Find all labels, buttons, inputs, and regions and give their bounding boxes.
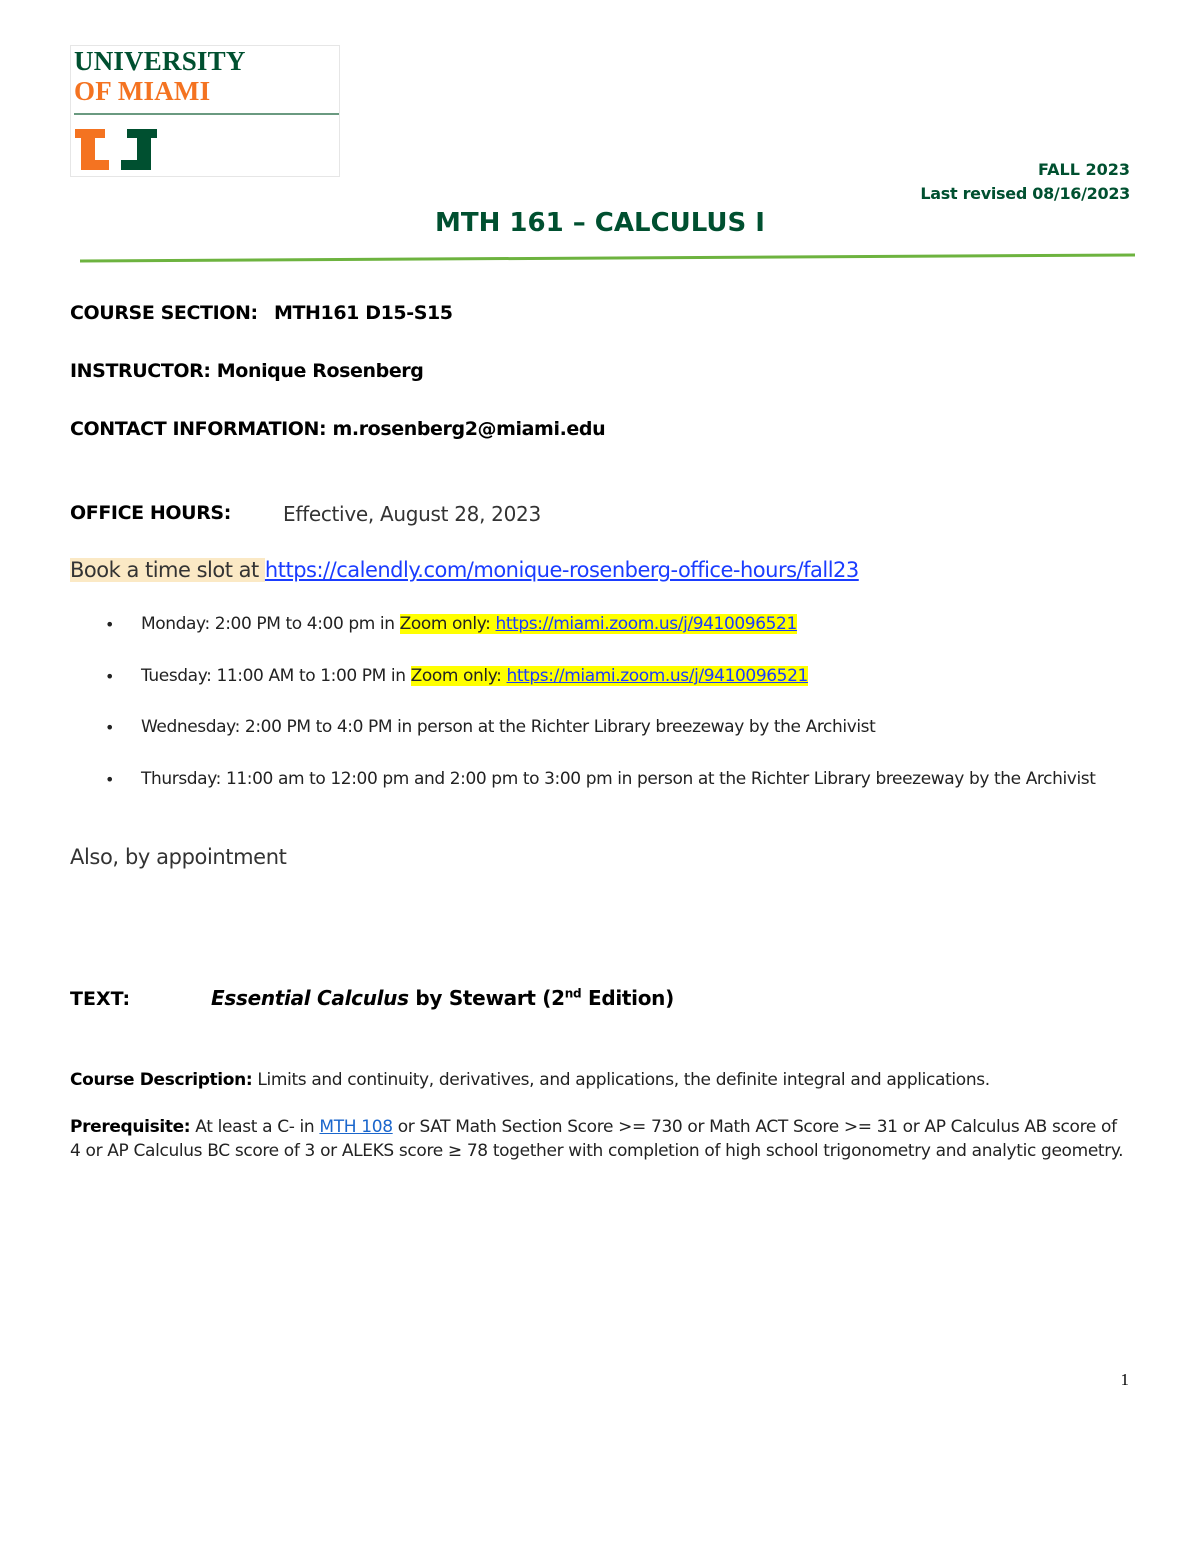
term-label: FALL 2023 <box>1038 160 1130 179</box>
course-description <box>70 1068 1130 1092</box>
bullet-icon: • <box>105 615 115 634</box>
textbook <box>211 986 674 1010</box>
page-title: MTH 161 – CALCULUS I <box>435 208 765 238</box>
bullet-icon: • <box>105 718 115 737</box>
instructor-value: Monique Rosenberg <box>216 360 424 382</box>
textbook-title: Essential Calculus <box>211 986 409 1010</box>
logo-line-university: UNIVERSITY <box>74 46 246 76</box>
zoom-only-label: Zoom only: <box>399 614 496 634</box>
textbook-author: by Stewart (2 <box>408 986 565 1010</box>
office-hours-effective: Effective, August 28, 2023 <box>283 502 541 526</box>
page-number: 1 <box>1120 1370 1129 1389</box>
zoom-link[interactable]: https://miami.zoom.us/j/9410096521 <box>506 666 808 686</box>
office-hour-text: Wednesday: 2:00 PM to 4:0 PM in person at the Richter Library breezeway by the Archivist <box>141 717 876 737</box>
zoom-link[interactable]: https://miami.zoom.us/j/9410096521 <box>495 614 797 634</box>
logo-line-of-miami: OF MIAMI <box>74 76 211 106</box>
course-section-value: MTH161 D15-S15 <box>273 302 453 324</box>
course-section-label: COURSE SECTION: <box>70 302 258 324</box>
office-hour-text: Monday: 2:00 PM to 4:00 pm in <box>141 614 400 634</box>
appointment-note: Also, by appointment <box>70 845 287 869</box>
textbook-edition: Edition) <box>581 986 674 1010</box>
zoom-only-label: Zoom only: <box>410 666 507 686</box>
mth108-link[interactable]: MTH 108 <box>319 1117 393 1137</box>
textbook-edition-sup: nd <box>564 986 582 1001</box>
title-divider <box>80 252 1135 264</box>
course-description-text: Limits and continuity, derivatives, and applications, the definite integral and applications. <box>252 1070 990 1090</box>
bullet-icon: • <box>105 770 115 789</box>
instructor-label: INSTRUCTOR: <box>70 360 211 382</box>
prerequisite-intro: At least a C- in <box>190 1117 320 1137</box>
booking-prefix: Book a time slot at <box>70 558 265 582</box>
contact-information <box>70 418 605 440</box>
office-hour-text: Thursday: 11:00 am to 12:00 pm and 2:00 pm to 3:00 pm in person at the Richter Library breezeway by the Archivist <box>141 769 1096 789</box>
instructor <box>70 360 423 382</box>
office-hours-label: OFFICE HOURS: <box>70 502 231 524</box>
calendly-link[interactable]: https://calendly.com/monique-rosenberg-office-hours/fall23 <box>264 558 859 582</box>
prerequisite-text: or SAT Math Section Score >= 730 or Math ACT Score >= 31 or AP Calculus AB score of 4 or AP Calculus BC score of 3 or ALEKS score ≥ 78 together with completion of high school trigonometry and analytic geometry. <box>70 1117 1124 1161</box>
last-revised: Last revised 08/16/2023 <box>920 184 1130 203</box>
u-logo-icon <box>75 126 157 172</box>
contact-email[interactable]: m.rosenberg2@miami.edu <box>332 418 606 440</box>
text-label: TEXT: <box>70 988 131 1010</box>
logo-divider <box>74 113 339 115</box>
contact-label: CONTACT INFORMATION: <box>70 418 327 440</box>
course-description-label: Course Description: <box>70 1070 253 1090</box>
prerequisite <box>70 1115 1130 1163</box>
booking-line <box>70 558 859 582</box>
prerequisite-label: Prerequisite: <box>70 1117 191 1137</box>
university-logo <box>70 45 340 177</box>
office-hour-text: Tuesday: 11:00 AM to 1:00 PM in <box>141 666 411 686</box>
bullet-icon: • <box>105 667 115 686</box>
course-section <box>70 302 453 324</box>
